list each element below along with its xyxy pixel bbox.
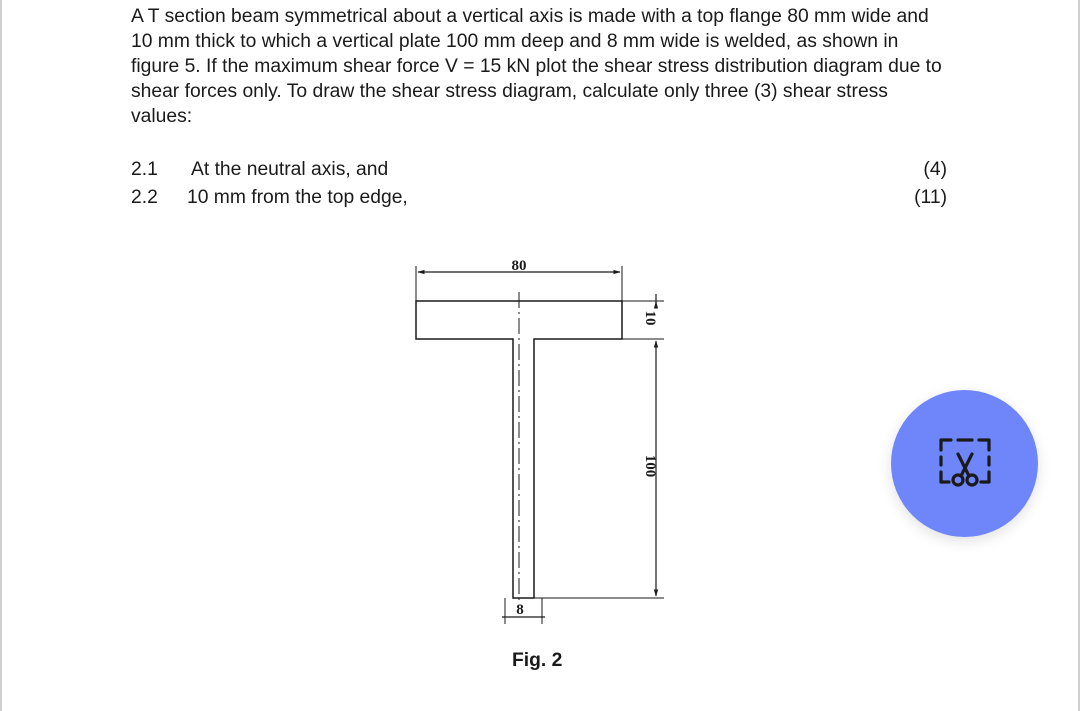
dim-80-label: 80 [511,258,527,274]
item-marks: (4) [923,159,947,180]
item-number: 2.2 [131,187,158,208]
item-number: 2.1 [131,159,158,180]
item-text: At the neutral axis, and [191,159,389,180]
dim-8-label: 8 [516,602,524,618]
dim-10-label: 10 [642,310,658,326]
question-text: A T section beam symmetrical about a vertical axis is made with a top flange 80 mm wide and 10 mm thick to which a vertical plate 100 mm deep and 8 mm wide is welded, as shown in figure 5. If the maximum shear force V = 15 kN plot the shear stress distribution diagram due to shear forces only. To draw the shear stress diagram, calculate only three (3) shear stress values: [131,6,942,127]
scissors-capture-icon [933,432,997,496]
dim-100-label: 100 [642,454,658,478]
item-text: 10 mm from the top edge, [187,187,408,208]
item-marks: (11) [914,187,947,208]
figure-caption: Fig. 2 [512,650,563,671]
screenshot-crop-button[interactable] [891,390,1038,537]
